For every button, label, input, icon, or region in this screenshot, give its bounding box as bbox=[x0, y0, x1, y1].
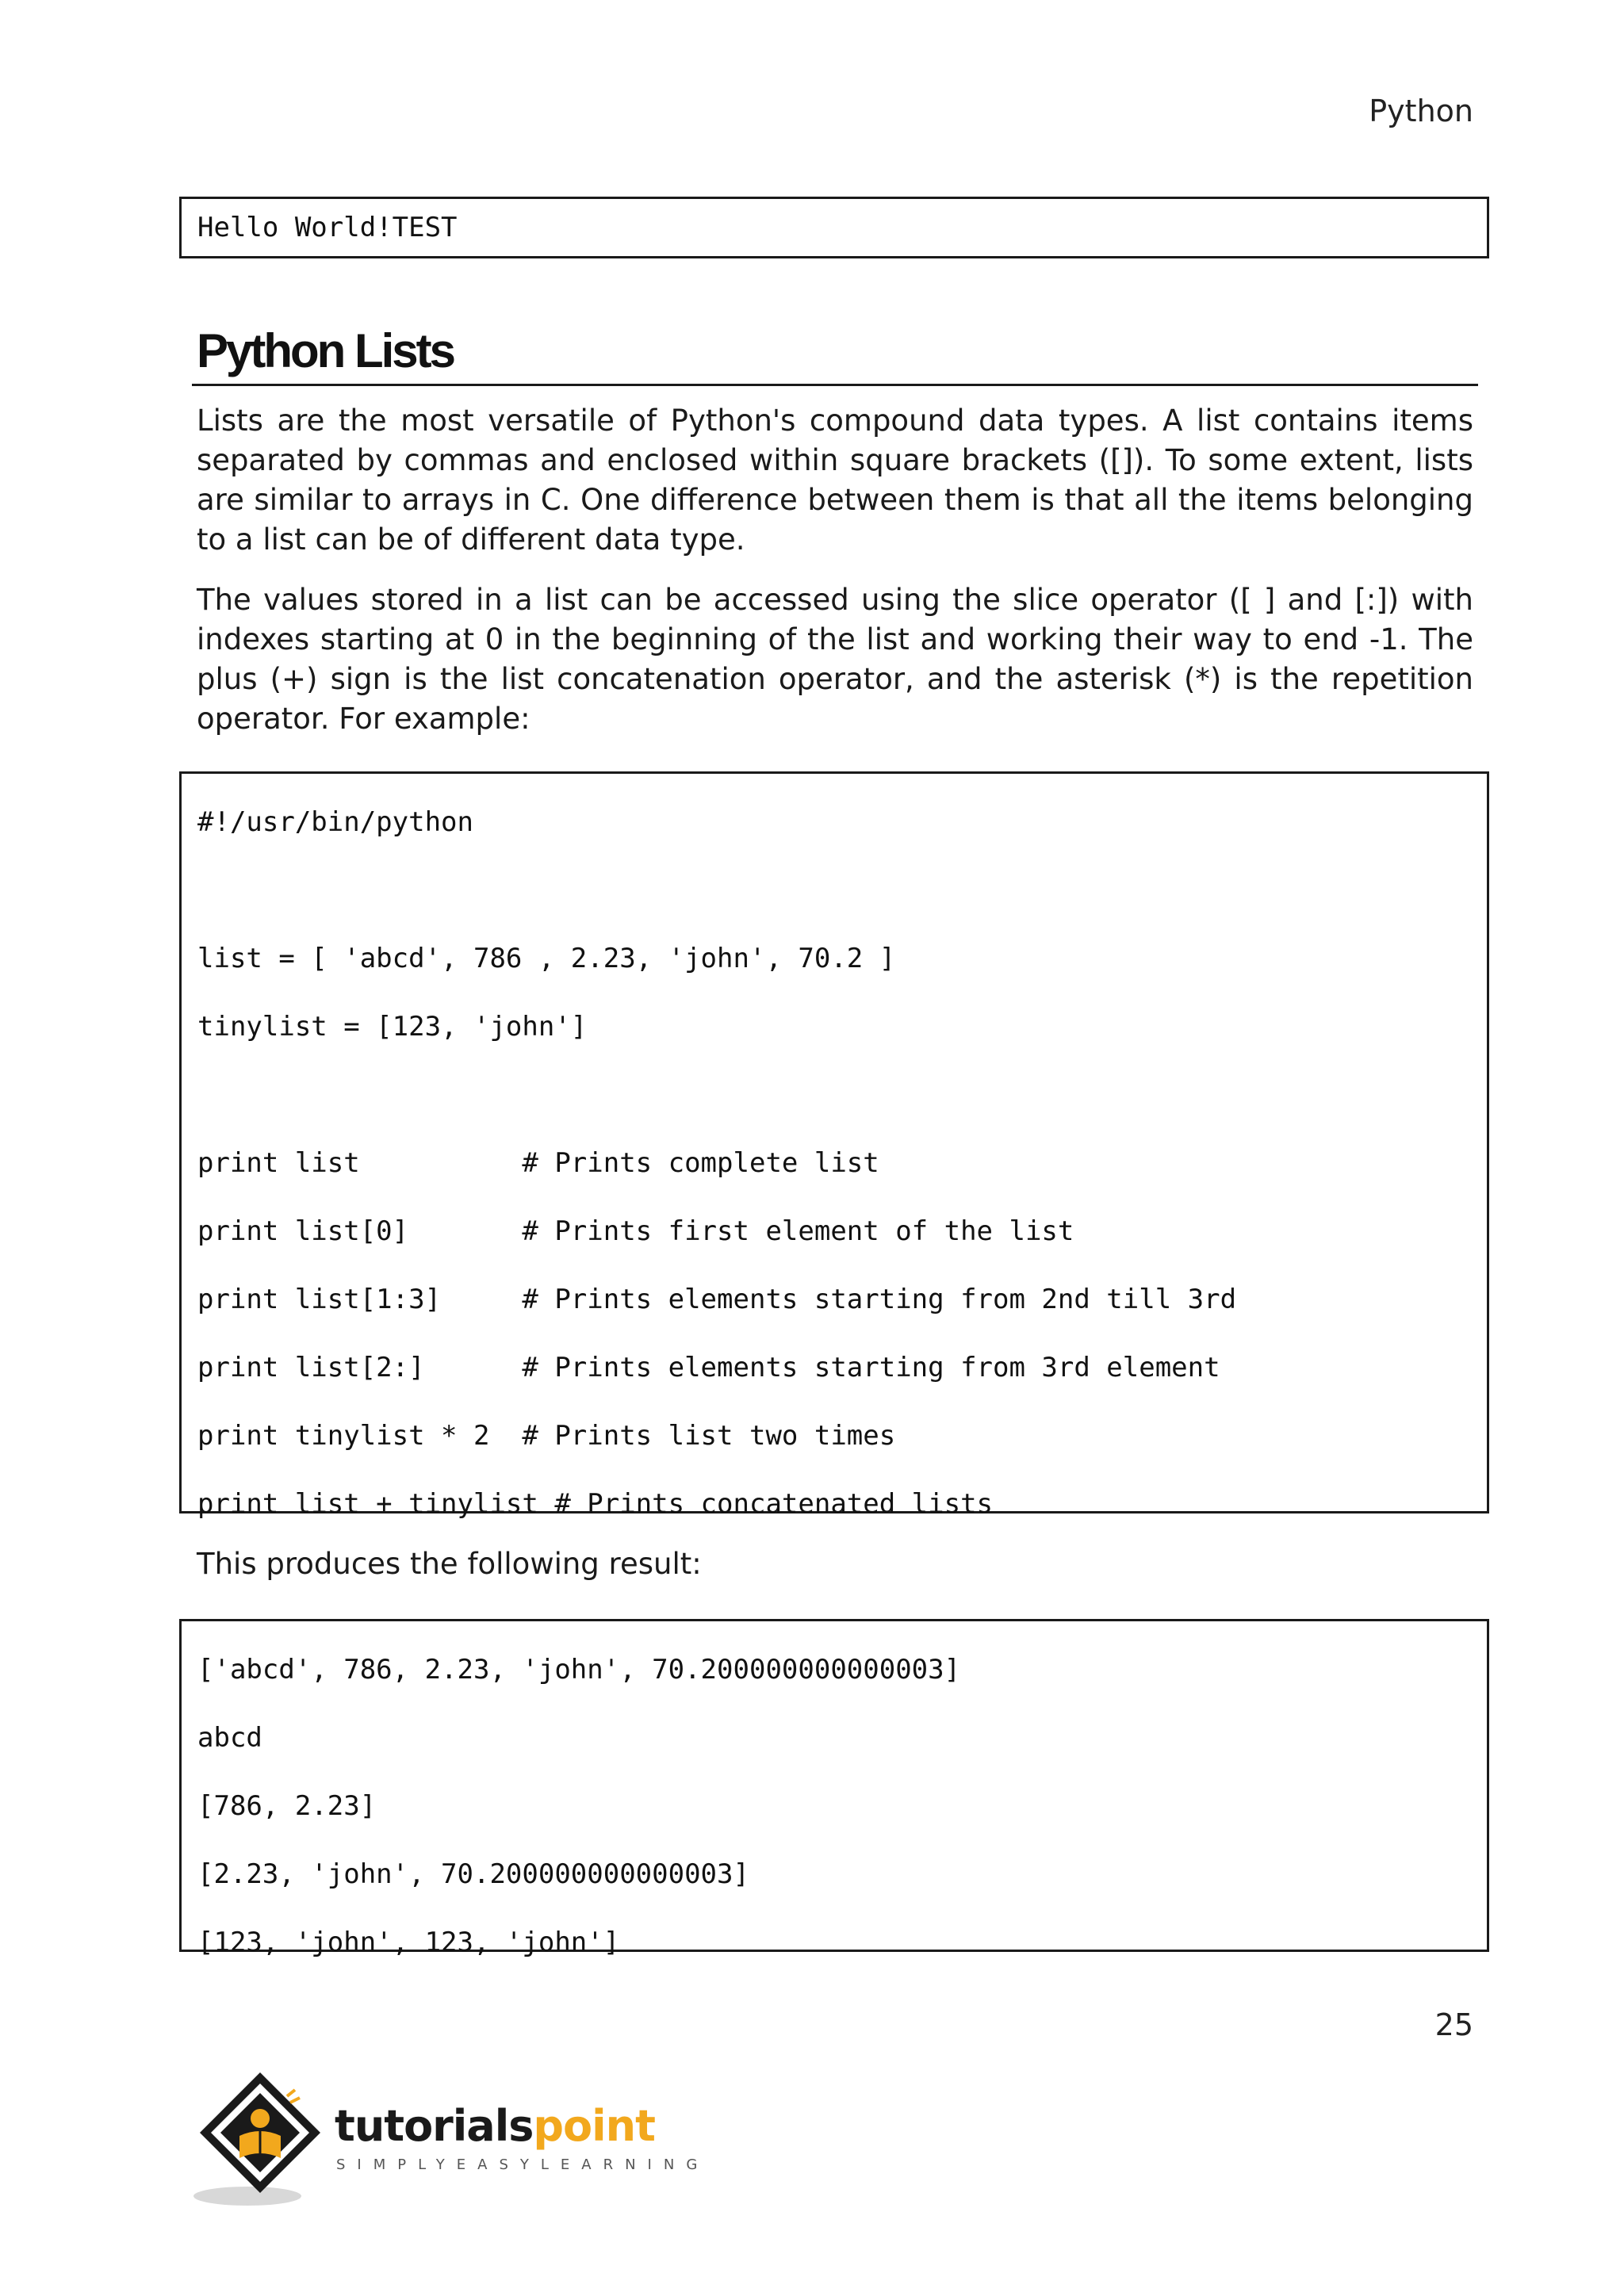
code-line bbox=[197, 1061, 1471, 1129]
code-example-box bbox=[179, 771, 1489, 1520]
heading-underline bbox=[192, 384, 1478, 386]
code-line: tinylist = [123, 'john'] bbox=[197, 1011, 588, 1043]
output-result-box bbox=[179, 1619, 1489, 1958]
code-line: ['abcd', 786, 2.23, 'john', 70.200000000000003] bbox=[197, 1654, 961, 1686]
tutorialspoint-logo bbox=[193, 2069, 710, 2212]
code-line: [123, 'john', 123, 'john'] bbox=[197, 1927, 620, 1958]
output-box-hello bbox=[179, 197, 1489, 258]
section-heading: Python Lists bbox=[197, 324, 454, 377]
code-line: list = [ 'abcd', 786 , 2.23, 'john', 70.2 ] bbox=[197, 943, 896, 974]
code-line: abcd bbox=[197, 1722, 262, 1754]
logo-tagline: SIMPLYEASYLEARNING bbox=[336, 2156, 710, 2173]
logo-word-accent: point bbox=[533, 2101, 655, 2151]
logo-diamond-icon bbox=[193, 2069, 336, 2212]
page-number: 25 bbox=[1434, 2007, 1473, 2042]
running-header: Python bbox=[1369, 94, 1473, 128]
code-line: print list[2:] # Prints elements starting from 3rd element bbox=[197, 1352, 1220, 1383]
code-line: [786, 2.23] bbox=[197, 1790, 377, 1822]
code-line: Hello World!TEST bbox=[197, 212, 458, 243]
code-line: print list + tinylist # Prints concatenated lists bbox=[197, 1488, 994, 1520]
paragraph-result: This produces the following result: bbox=[197, 1547, 702, 1581]
code-line: #!/usr/bin/python bbox=[197, 806, 473, 838]
paragraph-intro: Lists are the most versatile of Python's compound data types. A list contains items separated by commas and enclosed within square brackets ([]). To some extent, lists are similar to arrays in C. One difference between them is that all the items belonging to a list can be of different data type. bbox=[197, 404, 1473, 557]
logo-wordmark bbox=[335, 2101, 655, 2151]
code-line: print tinylist * 2 # Prints list two times bbox=[197, 1420, 896, 1452]
paragraph-slice: The values stored in a list can be accessed using the slice operator ([ ] and [:]) with indexes starting at 0 in the beginning of the list and working their way to end -1. The plus (+) sign is the list concatenation operator, and the asterisk (*) is the repetition operator. For example: bbox=[197, 583, 1473, 736]
code-line: print list[0] # Prints first element of the list bbox=[197, 1215, 1074, 1247]
code-line: print list # Prints complete list bbox=[197, 1147, 879, 1179]
code-line: [2.23, 'john', 70.200000000000003] bbox=[197, 1858, 749, 1890]
code-line: print list[1:3] # Prints elements starting from 2nd till 3rd bbox=[197, 1284, 1237, 1315]
logo-word-main: tutorials bbox=[335, 2101, 534, 2151]
code-line bbox=[197, 856, 1471, 924]
